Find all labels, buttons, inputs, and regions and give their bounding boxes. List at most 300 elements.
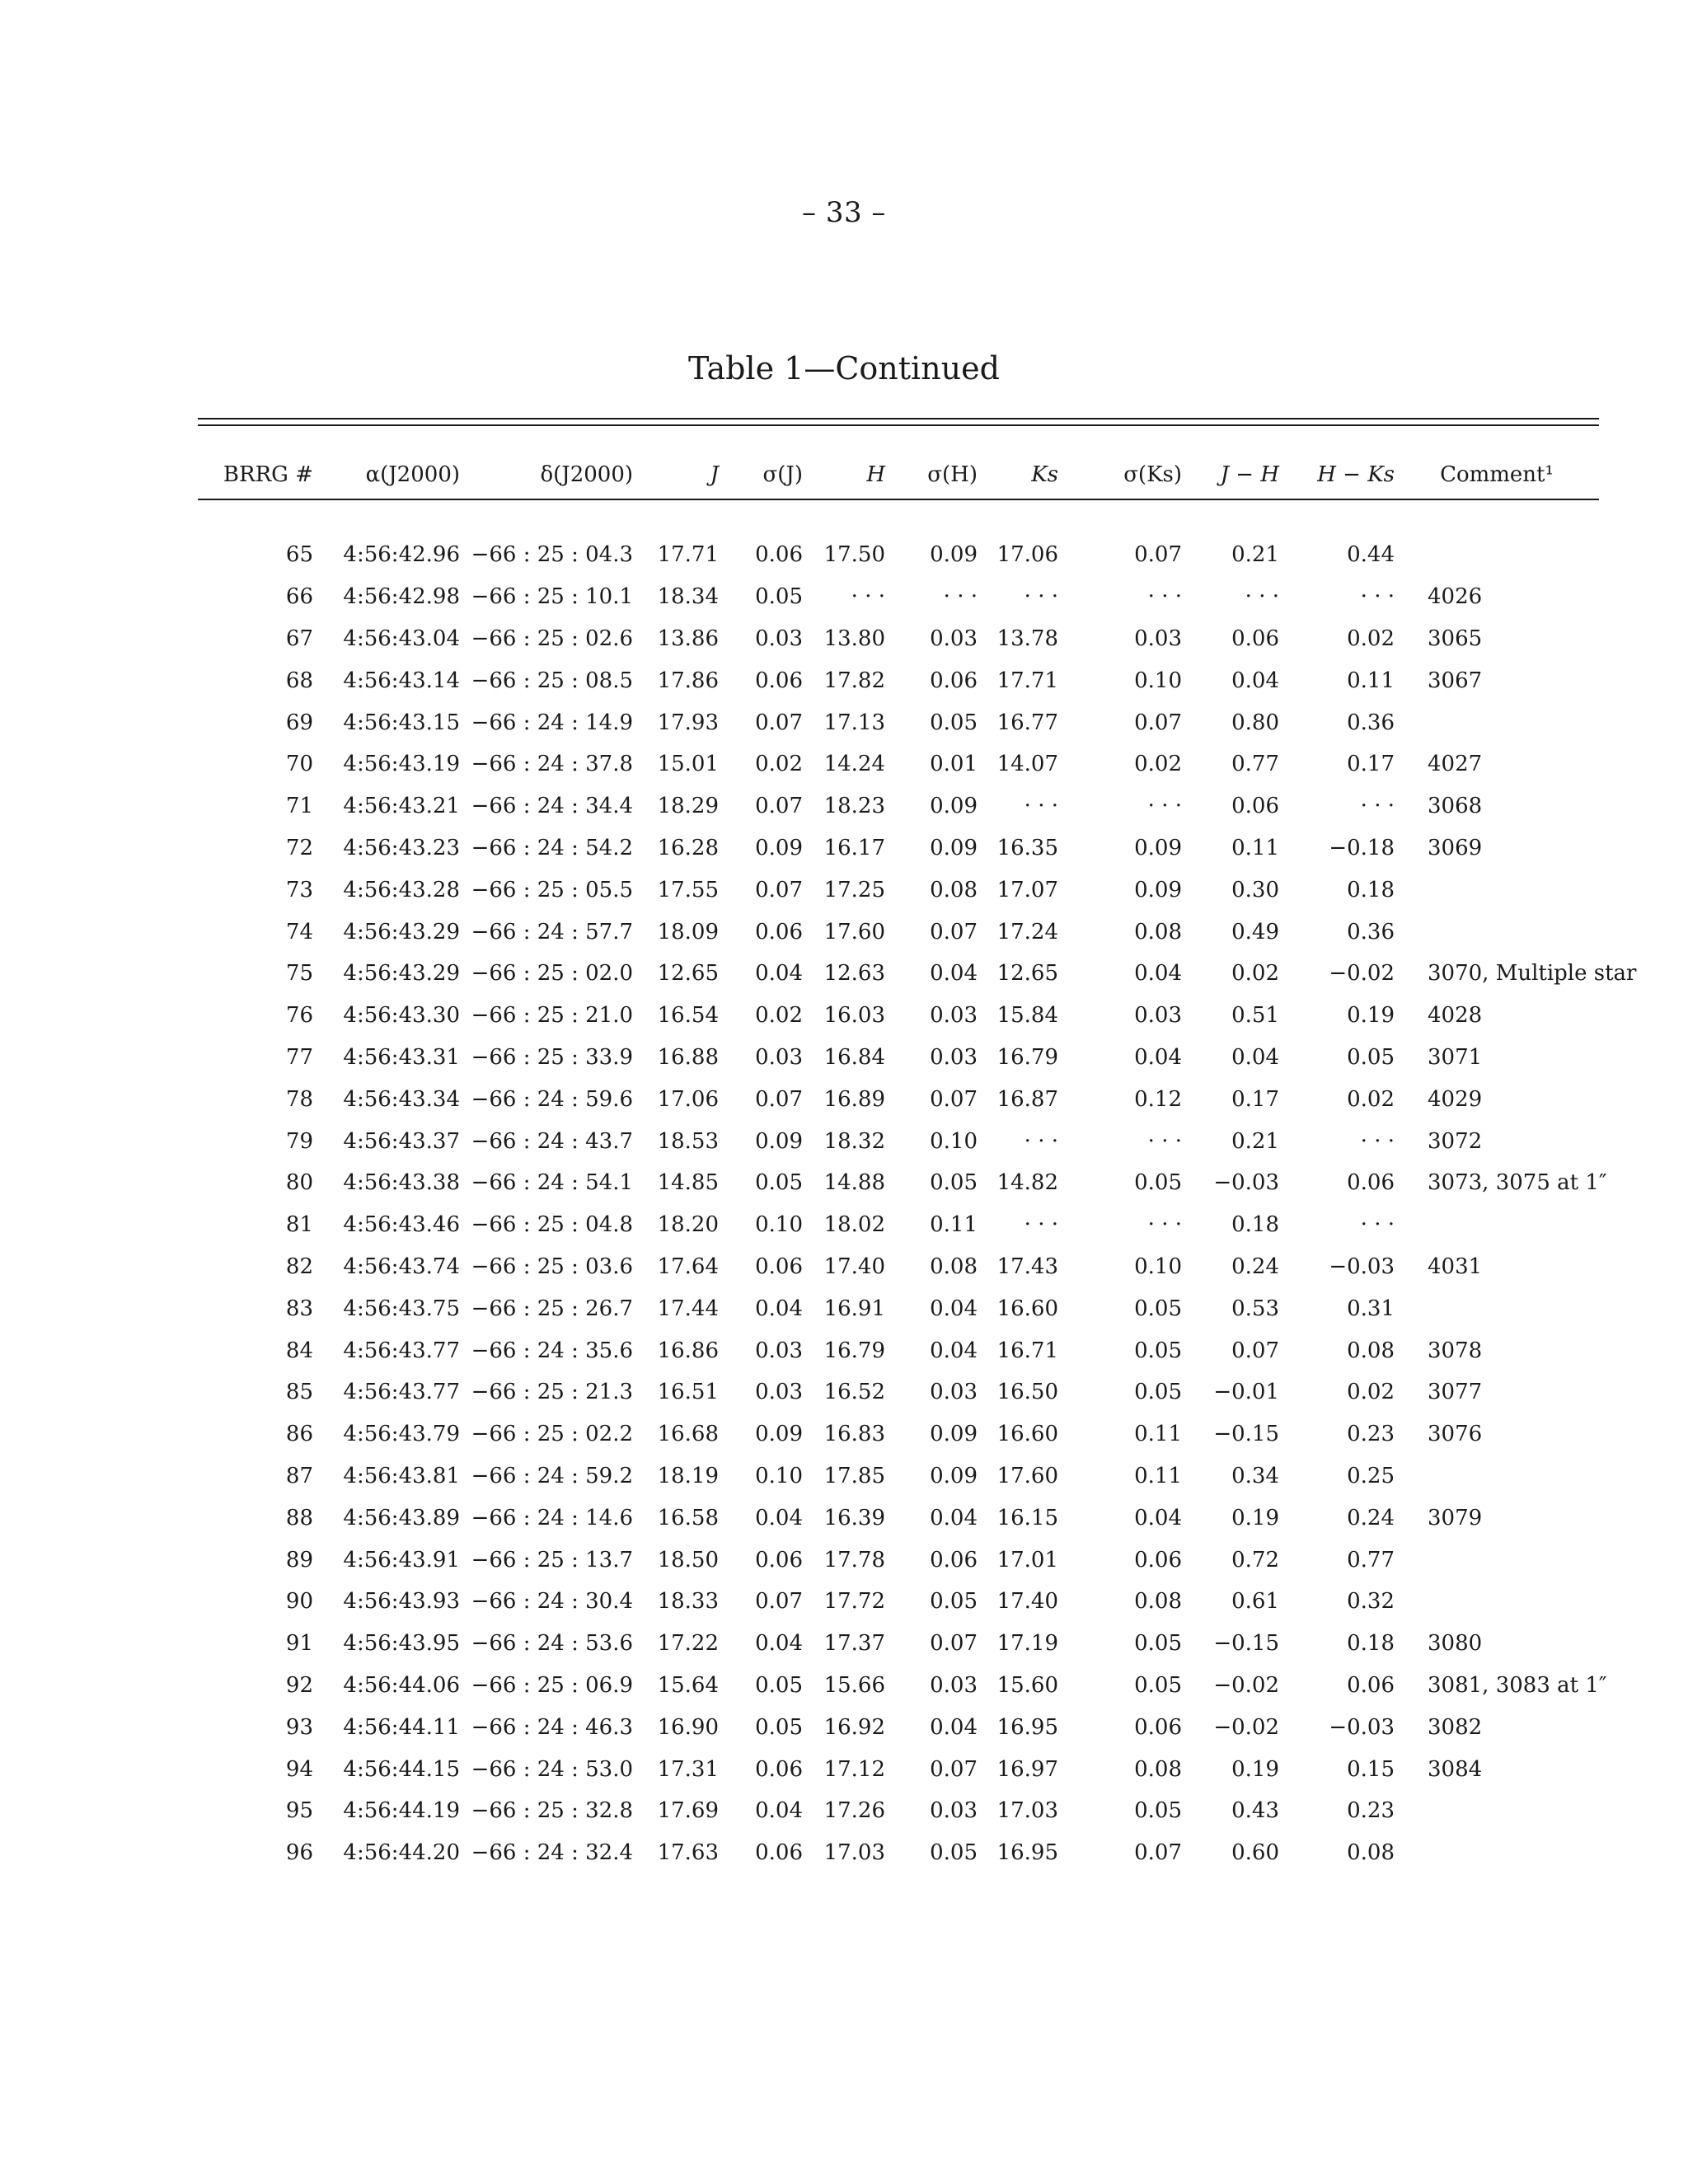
table-cell: 0.08 (1134, 919, 1182, 944)
table-cell: 16.15 (996, 1505, 1058, 1530)
table-cell: 4027 (1428, 752, 1483, 777)
table-cell: 0.08 (1347, 1840, 1395, 1866)
table-cell: 17.43 (996, 1254, 1058, 1279)
table-cell: −0.02 (1213, 1714, 1279, 1740)
table-cell: 91 (285, 1631, 313, 1657)
table-cell: −0.15 (1213, 1422, 1279, 1447)
table-cell: −0.02 (1213, 1672, 1279, 1698)
table-cell: 4:56:43.75 (343, 1296, 460, 1321)
table-cell: −66 : 25 : 06.9 (471, 1672, 633, 1698)
table-cell: 4026 (1428, 584, 1483, 610)
table-cell: −0.03 (1213, 1170, 1279, 1196)
table-cell: · · · (943, 584, 978, 610)
table-cell: 0.06 (930, 1547, 978, 1572)
table-cell: 4:56:43.74 (343, 1254, 460, 1279)
table-cell: 0.09 (930, 542, 978, 568)
table-cell: 0.04 (930, 1714, 978, 1740)
table-cell: 18.34 (657, 584, 719, 610)
table-cell: 17.60 (996, 1463, 1058, 1488)
table-cell: 0.09 (930, 1422, 978, 1447)
table-cell: · · · (1024, 794, 1058, 819)
table-cell: −66 : 24 : 14.6 (471, 1505, 633, 1530)
table-cell: 0.49 (1231, 919, 1279, 944)
table-row (198, 995, 1632, 1037)
col-header-j: J (710, 462, 719, 487)
table-cell: 96 (285, 1840, 313, 1866)
table-cell: −66 : 25 : 21.3 (471, 1380, 633, 1405)
table-cell: 0.06 (755, 919, 803, 944)
table-cell: 0.06 (755, 668, 803, 693)
table-cell: 15.66 (823, 1672, 885, 1698)
table-cell: 4:56:44.15 (343, 1756, 460, 1782)
table-cell: 3084 (1428, 1756, 1483, 1782)
table-cell: 18.33 (657, 1589, 719, 1615)
table-cell: 0.05 (930, 1840, 978, 1866)
table-cell: 0.10 (930, 1128, 978, 1154)
table-cell: 13.78 (996, 626, 1058, 651)
table-cell: −66 : 25 : 33.9 (471, 1044, 633, 1070)
table-cell: 3068 (1428, 794, 1483, 819)
table-cell: · · · (1024, 584, 1058, 610)
table-cell: 16.84 (823, 1044, 885, 1070)
table-cell: 0.06 (755, 1547, 803, 1572)
table-cell: 0.07 (755, 794, 803, 819)
table-cell: 16.87 (996, 1086, 1058, 1112)
table-title: Table 1—Continued (688, 350, 1000, 387)
table-row (198, 701, 1632, 743)
table-cell: 0.05 (755, 1714, 803, 1740)
table-cell: 75 (285, 961, 313, 987)
table-cell: 0.03 (755, 1338, 803, 1363)
table-cell: 0.03 (930, 1380, 978, 1405)
table-cell: 0.06 (755, 542, 803, 568)
table-cell: 4:56:43.29 (343, 919, 460, 944)
table-cell: 0.36 (1347, 710, 1395, 735)
table-cell: 17.01 (996, 1547, 1058, 1572)
table-cell (1395, 869, 1632, 911)
table-cell: 0.07 (930, 1086, 978, 1112)
table-row (198, 1246, 1632, 1288)
table-cell: −66 : 25 : 05.5 (471, 877, 633, 902)
table-cell: 0.11 (1134, 1463, 1182, 1488)
table-cell: 0.01 (930, 752, 978, 777)
table-cell: −66 : 25 : 10.1 (471, 584, 633, 610)
table-cell: 0.07 (755, 1086, 803, 1112)
table-cell: 65 (285, 542, 313, 568)
table-cell: 0.23 (1347, 1422, 1395, 1447)
table-cell: 16.79 (996, 1044, 1058, 1070)
table-cell: 0.18 (1231, 1212, 1279, 1238)
table-cell: · · · (1147, 794, 1182, 819)
table-cell: 3070, Multiple star (1428, 961, 1637, 987)
table-cell: 17.64 (657, 1254, 719, 1279)
table-cell: 13.86 (657, 626, 719, 651)
table-cell: 0.09 (1134, 877, 1182, 902)
col-header-h: H (866, 462, 885, 487)
table-cell: −66 : 24 : 59.6 (471, 1086, 633, 1112)
table-row (198, 534, 1632, 576)
col-header-sigma-h: σ(H) (927, 462, 978, 487)
col-header-brrg: BRRG # (223, 462, 313, 487)
table-cell: 0.03 (1134, 626, 1182, 651)
table-cell: 0.10 (1134, 668, 1182, 693)
table-cell: 17.26 (823, 1798, 885, 1824)
table-cell (1395, 1790, 1632, 1832)
table-cell: 0.08 (1134, 1756, 1182, 1782)
table-cell: 86 (285, 1422, 313, 1447)
table-cell: 84 (285, 1338, 313, 1363)
table-cell: 17.13 (823, 710, 885, 735)
table-cell: 71 (285, 794, 313, 819)
table-cell: 15.64 (657, 1672, 719, 1698)
table-cell: 14.85 (657, 1170, 719, 1196)
table-row (198, 618, 1632, 660)
table-cell: 4:56:43.23 (343, 835, 460, 860)
col-header-j-minus-h: J − H (1220, 462, 1279, 487)
table-cell: 12.63 (823, 961, 885, 987)
table-row (198, 1329, 1632, 1371)
table-cell: · · · (1024, 1212, 1058, 1238)
table-cell: 17.82 (823, 668, 885, 693)
table-cell: 0.07 (930, 1756, 978, 1782)
table-cell: 4:56:43.30 (343, 1003, 460, 1029)
table-cell: 0.24 (1231, 1254, 1279, 1279)
table-cell: 17.03 (996, 1798, 1058, 1824)
table-cell: 0.09 (755, 1422, 803, 1447)
table-cell: 0.07 (1134, 1840, 1182, 1866)
table-cell: 0.25 (1347, 1463, 1395, 1488)
table-cell: 0.08 (1134, 1589, 1182, 1615)
table-cell: 0.21 (1231, 542, 1279, 568)
table-cell: 17.25 (823, 877, 885, 902)
table-cell: 92 (285, 1672, 313, 1698)
table-cell: 82 (285, 1254, 313, 1279)
table-cell: 68 (285, 668, 313, 693)
table-cell: 0.60 (1231, 1840, 1279, 1866)
table-row (198, 659, 1632, 701)
table-cell: 17.72 (823, 1589, 885, 1615)
table-cell: 0.77 (1347, 1547, 1395, 1572)
table-cell: 0.17 (1347, 752, 1395, 777)
table-cell: 16.39 (823, 1505, 885, 1530)
table-cell: 4:56:43.19 (343, 752, 460, 777)
table-cell: −66 : 24 : 32.4 (471, 1840, 633, 1866)
table-cell: 0.03 (930, 626, 978, 651)
table-cell: 89 (285, 1547, 313, 1572)
table-cell: 0.03 (930, 1672, 978, 1698)
table-cell: 15.60 (996, 1672, 1058, 1698)
table-cell: −0.03 (1329, 1714, 1395, 1740)
table-cell: 70 (285, 752, 313, 777)
table-cell: 0.06 (1347, 1672, 1395, 1698)
table-cell: −66 : 25 : 32.8 (471, 1798, 633, 1824)
table-cell: 16.51 (657, 1380, 719, 1405)
table-cell: 73 (285, 877, 313, 902)
table-cell: 0.02 (1231, 961, 1279, 987)
table-cell: 0.05 (1134, 1338, 1182, 1363)
table-cell: 17.22 (657, 1631, 719, 1657)
table-cell: 0.03 (930, 1003, 978, 1029)
table-cell: 0.04 (1231, 668, 1279, 693)
table-row (198, 1581, 1632, 1623)
table-cell: 17.55 (657, 877, 719, 902)
table-row (198, 953, 1632, 995)
table-cell: 4:56:43.29 (343, 961, 460, 987)
table-cell: 0.19 (1231, 1505, 1279, 1530)
table-cell: 0.04 (930, 1338, 978, 1363)
table-cell: 17.50 (823, 542, 885, 568)
table-cell: 0.05 (1134, 1380, 1182, 1405)
table-cell: −66 : 25 : 04.8 (471, 1212, 633, 1238)
table-cell: · · · (1360, 1212, 1395, 1238)
table-cell: 0.05 (1347, 1044, 1395, 1070)
col-header-h-minus-ks: H − Ks (1317, 462, 1395, 487)
table-cell: 0.06 (1347, 1170, 1395, 1196)
table-cell: 0.11 (1134, 1422, 1182, 1447)
table-row (198, 1539, 1632, 1581)
table-cell: 0.07 (930, 919, 978, 944)
table-cell: 0.44 (1347, 542, 1395, 568)
table-cell: 0.18 (1347, 1631, 1395, 1657)
table-cell: 74 (285, 919, 313, 944)
table-cell: 16.17 (823, 835, 885, 860)
table-row (198, 1162, 1632, 1204)
table-cell: 3076 (1428, 1422, 1483, 1447)
table-cell: 0.04 (1134, 1505, 1182, 1530)
table-cell: 0.02 (755, 752, 803, 777)
table-top-rule-inner (198, 424, 1599, 426)
table-row (198, 1371, 1632, 1413)
table-cell: −0.02 (1329, 961, 1395, 987)
col-header-comment: Comment¹ (1440, 462, 1554, 487)
table-cell: 4:56:43.81 (343, 1463, 460, 1488)
header-row (198, 455, 1599, 494)
table-cell: 4:56:43.77 (343, 1380, 460, 1405)
table-cell: 4:56:43.38 (343, 1170, 460, 1196)
table-cell (1395, 1455, 1632, 1497)
table-cell: 16.88 (657, 1044, 719, 1070)
table-cell: · · · (1024, 1128, 1058, 1154)
table-cell: −66 : 24 : 54.2 (471, 835, 633, 860)
table-cell: 0.80 (1231, 710, 1279, 735)
table-cell: 0.04 (1134, 1044, 1182, 1070)
table-cell: 0.06 (755, 1840, 803, 1866)
table-cell: 17.31 (657, 1756, 719, 1782)
table-cell: 0.05 (755, 584, 803, 610)
table-cell: 0.02 (1347, 1380, 1395, 1405)
table-cell: −66 : 24 : 43.7 (471, 1128, 633, 1154)
table-row (198, 1790, 1632, 1832)
table-cell: 17.86 (657, 668, 719, 693)
table-cell: 0.03 (755, 1380, 803, 1405)
table-cell: 4:56:43.14 (343, 668, 460, 693)
table-cell: 0.09 (755, 1128, 803, 1154)
table-cell: 0.23 (1347, 1798, 1395, 1824)
table-cell: 85 (285, 1380, 313, 1405)
table-cell: 0.61 (1231, 1589, 1279, 1615)
table-cell: 0.07 (1134, 710, 1182, 735)
table-cell: 14.07 (996, 752, 1058, 777)
table-cell: 80 (285, 1170, 313, 1196)
table-cell: 12.65 (996, 961, 1058, 987)
table-cell: 15.01 (657, 752, 719, 777)
table-cell: 17.69 (657, 1798, 719, 1824)
table-cell: 16.52 (823, 1380, 885, 1405)
table-cell: 3065 (1428, 626, 1483, 651)
table-cell: 0.03 (930, 1044, 978, 1070)
table-cell: 13.80 (823, 626, 885, 651)
table-cell: −66 : 25 : 26.7 (471, 1296, 633, 1321)
table-cell: 18.23 (823, 794, 885, 819)
table-cell: 0.08 (930, 877, 978, 902)
table-cell: 4:56:44.11 (343, 1714, 460, 1740)
table-cell: 3072 (1428, 1128, 1483, 1154)
table-cell: −66 : 25 : 02.6 (471, 626, 633, 651)
table-cell: 72 (285, 835, 313, 860)
table-cell: 4:56:42.98 (343, 584, 460, 610)
table-cell: 0.07 (930, 1631, 978, 1657)
table-cell: 16.68 (657, 1422, 719, 1447)
table-cell: −66 : 24 : 34.4 (471, 794, 633, 819)
table-cell: 4:56:42.96 (343, 542, 460, 568)
table-cell: 0.04 (1231, 1044, 1279, 1070)
table-cell: 0.09 (755, 835, 803, 860)
table-cell: 3077 (1428, 1380, 1483, 1405)
table-cell: 18.50 (657, 1547, 719, 1572)
table-cell: 0.05 (930, 1170, 978, 1196)
table-cell: 16.60 (996, 1296, 1058, 1321)
table-cell: 0.04 (755, 1631, 803, 1657)
table-cell: 17.07 (996, 877, 1058, 902)
table-cell (1395, 1287, 1632, 1329)
table-cell: 17.03 (823, 1840, 885, 1866)
table-cell (1395, 911, 1632, 953)
table-cell: 16.90 (657, 1714, 719, 1740)
table-cell: 0.77 (1231, 752, 1279, 777)
table-cell: 16.60 (996, 1422, 1058, 1447)
table-row (198, 1413, 1632, 1455)
table-cell: 0.05 (1134, 1798, 1182, 1824)
table-cell: 14.24 (823, 752, 885, 777)
table-cell: 0.03 (1134, 1003, 1182, 1029)
table-cell: 4:56:43.31 (343, 1044, 460, 1070)
table-cell: 0.19 (1347, 1003, 1395, 1029)
table-cell: 14.82 (996, 1170, 1058, 1196)
table-cell: 83 (285, 1296, 313, 1321)
table-cell: 3082 (1428, 1714, 1483, 1740)
col-header-sigma-ks: σ(Ks) (1123, 462, 1182, 487)
table-cell: 94 (285, 1756, 313, 1782)
table-row (198, 1455, 1632, 1497)
table-cell: 3071 (1428, 1044, 1483, 1070)
table-cell: 4028 (1428, 1003, 1483, 1029)
table-cell: 0.04 (1134, 961, 1182, 987)
table-cell: −66 : 24 : 53.6 (471, 1631, 633, 1657)
table-cell: 0.53 (1231, 1296, 1279, 1321)
table-cell: 17.40 (823, 1254, 885, 1279)
table-cell: 0.10 (755, 1212, 803, 1238)
table-cell: 17.19 (996, 1631, 1058, 1657)
table-cell (1395, 701, 1632, 743)
table-cell: 0.06 (1134, 1547, 1182, 1572)
table-cell: 0.32 (1347, 1589, 1395, 1615)
table-cell: 0.04 (755, 961, 803, 987)
table-cell: 0.10 (1134, 1254, 1182, 1279)
table-cell: 0.07 (755, 710, 803, 735)
table-cell: 0.12 (1134, 1086, 1182, 1112)
table-cell: −66 : 24 : 54.1 (471, 1170, 633, 1196)
table-cell: 0.03 (755, 626, 803, 651)
table-cell: 0.02 (1134, 752, 1182, 777)
table-cell: 18.02 (823, 1212, 885, 1238)
table-cell: 0.21 (1231, 1128, 1279, 1154)
table-cell: 0.06 (1231, 794, 1279, 819)
table-row (198, 576, 1632, 618)
table-cell: · · · (1147, 1128, 1182, 1154)
table-cell: 3073, 3075 at 1″ (1428, 1170, 1607, 1196)
table-cell: 16.35 (996, 835, 1058, 860)
table-cell: 17.37 (823, 1631, 885, 1657)
table-cell: 16.50 (996, 1380, 1058, 1405)
table-cell: 0.04 (930, 1505, 978, 1530)
table-cell: · · · (1147, 1212, 1182, 1238)
table-cell: 0.07 (1231, 1338, 1279, 1363)
table-cell: 18.09 (657, 919, 719, 944)
table-cell: 4:56:43.28 (343, 877, 460, 902)
table-cell: 0.09 (930, 1463, 978, 1488)
table-cell: −0.03 (1329, 1254, 1395, 1279)
table-cell: · · · (1360, 584, 1395, 610)
table-cell: 0.72 (1231, 1547, 1279, 1572)
col-header-ks: Ks (1031, 462, 1058, 487)
table-cell: 0.24 (1347, 1505, 1395, 1530)
table-cell: · · · (1147, 584, 1182, 610)
table-cell: 4:56:43.46 (343, 1212, 460, 1238)
table-cell: · · · (1360, 1128, 1395, 1154)
table-top-rule (198, 418, 1599, 419)
table-cell: 4:56:43.21 (343, 794, 460, 819)
table-cell: 4029 (1428, 1086, 1483, 1112)
table-cell: 4:56:43.93 (343, 1589, 460, 1615)
table-cell: 17.40 (996, 1589, 1058, 1615)
col-header-dec: δ(J2000) (540, 462, 633, 487)
table-row (198, 1037, 1632, 1079)
table-cell: · · · (1360, 794, 1395, 819)
table-cell: 0.06 (755, 1254, 803, 1279)
table-cell: 0.36 (1347, 919, 1395, 944)
table-row (198, 869, 1632, 911)
table-cell: 17.93 (657, 710, 719, 735)
table-cell: 16.03 (823, 1003, 885, 1029)
table-cell: 4:56:43.04 (343, 626, 460, 651)
table-cell: 0.09 (930, 794, 978, 819)
table-cell (1395, 1581, 1632, 1623)
table-header (198, 455, 1599, 494)
table-cell: 0.03 (930, 1798, 978, 1824)
table-cell: 16.86 (657, 1338, 719, 1363)
table-cell: 0.09 (930, 835, 978, 860)
table-cell: 4:56:43.34 (343, 1086, 460, 1112)
table-cell: 0.05 (755, 1170, 803, 1196)
table-cell: 18.20 (657, 1212, 719, 1238)
table-cell: 0.08 (1347, 1338, 1395, 1363)
table-cell: 4:56:44.20 (343, 1840, 460, 1866)
table-cell: 16.83 (823, 1422, 885, 1447)
table-cell: 0.30 (1231, 877, 1279, 902)
table-cell (1395, 1539, 1632, 1581)
table-cell: 3067 (1428, 668, 1483, 693)
table-cell: −0.18 (1329, 835, 1395, 860)
